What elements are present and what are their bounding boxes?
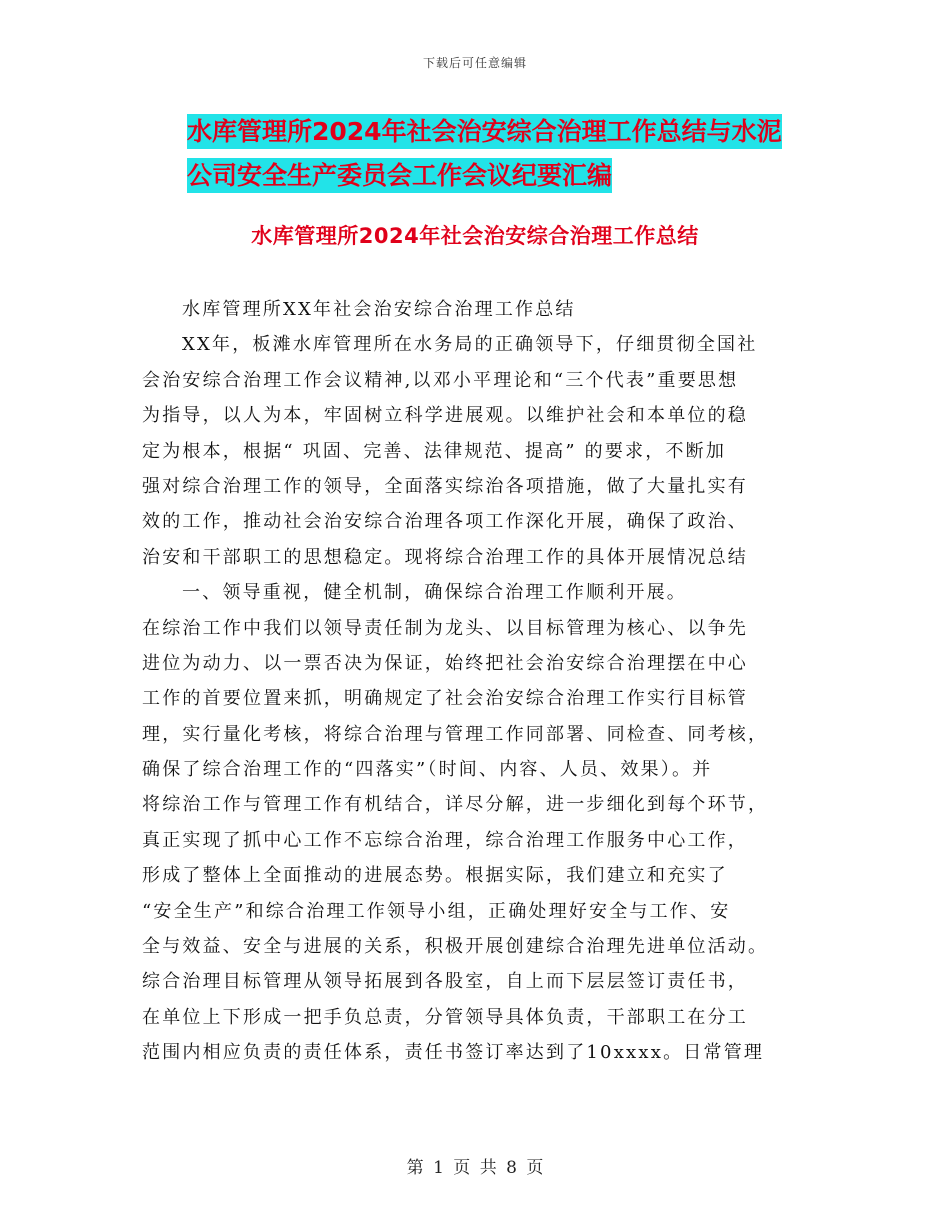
body-line: 综合治理目标管理从领导拓展到各股室，自上而下层层签订责任书， [142, 971, 748, 993]
document-title-line-1 [187, 110, 817, 154]
body-line: 会治安综合治理工作会议精神,以邓小平理论和“三个代表”重要思想 [142, 369, 739, 391]
body-line: XX年，板滩水库管理所在水务局的正确领导下，仔细贯彻全国社 [182, 334, 758, 356]
document-title [187, 110, 817, 198]
body-line: 定为根本，根据“ 巩固、完善、法律规范、提高” 的要求，不断加 [142, 440, 727, 462]
body-line: 全与效益、安全与进展的关系，积极开展创建综合治理先进单位活动。 [142, 936, 769, 958]
page-footer: 第 1 页 共 8 页 [406, 1158, 544, 1178]
header-note: 下载后可任意编辑 [422, 56, 527, 70]
body-text [142, 292, 812, 1071]
title-highlight: 公司安全生产委员会工作会议纪要汇编 [187, 158, 612, 193]
body-line: 治安和干部职工的思想稳定。现将综合治理工作的具体开展情况总结 [142, 546, 748, 568]
body-line: 为指导，以人为本，牢固树立科学进展观。以维护社会和本单位的稳 [142, 405, 748, 427]
body-line: 真正实现了抓中心工作不忘综合治理，综合治理工作服务中心工作， [142, 829, 748, 851]
body-line: 强对综合治理工作的领导，全面落实综治各项措施，做了大量扎实有 [142, 475, 748, 497]
body-line: 进位为动力、以一票否决为保证，始终把社会治安综合治理摆在中心 [142, 652, 748, 674]
body-line: 将综治工作与管理工作有机结合，详尽分解，进一步细化到每个环节， [142, 794, 769, 816]
body-line: 水库管理所XX年社会治安综合治理工作总结 [182, 299, 576, 320]
document-title-line-2 [187, 154, 817, 198]
body-line: 理，实行量化考核，将综合治理与管理工作同部署、同检查、同考核， [142, 723, 769, 745]
body-line: “安全生产”和综合治理工作领导小组，正确处理好安全与工作、安 [142, 900, 731, 922]
body-line: 范围内相应负责的责任体系，责任书签订率达到了10xxxx。日常管理 [142, 1042, 765, 1064]
body-line: 在单位上下形成一把手负总责，分管领导具体负责，干部职工在分工 [142, 1006, 748, 1028]
body-line: 效的工作，推动社会治安综合治理各项工作深化开展，确保了政治、 [142, 511, 748, 533]
body-line: 在综治工作中我们以领导责任制为龙头、以目标管理为核心、以争先 [142, 617, 748, 639]
body-line: 确保了综合治理工作的“四落实”（时间、内容、人员、效果）。并 [142, 759, 713, 781]
body-line: 工作的首要位置来抓，明确规定了社会治安综合治理工作实行目标管 [142, 688, 748, 710]
section-title: 水库管理所2024年社会治安综合治理工作总结 [251, 224, 699, 248]
body-line: 形成了整体上全面推动的进展态势。根据实际，我们建立和充实了 [142, 865, 728, 887]
body-line: 一、领导重视，健全机制，确保综合治理工作顺利开展。 [182, 582, 687, 604]
title-highlight: 水库管理所2024年社会治安综合治理工作总结与水泥 [187, 114, 782, 149]
